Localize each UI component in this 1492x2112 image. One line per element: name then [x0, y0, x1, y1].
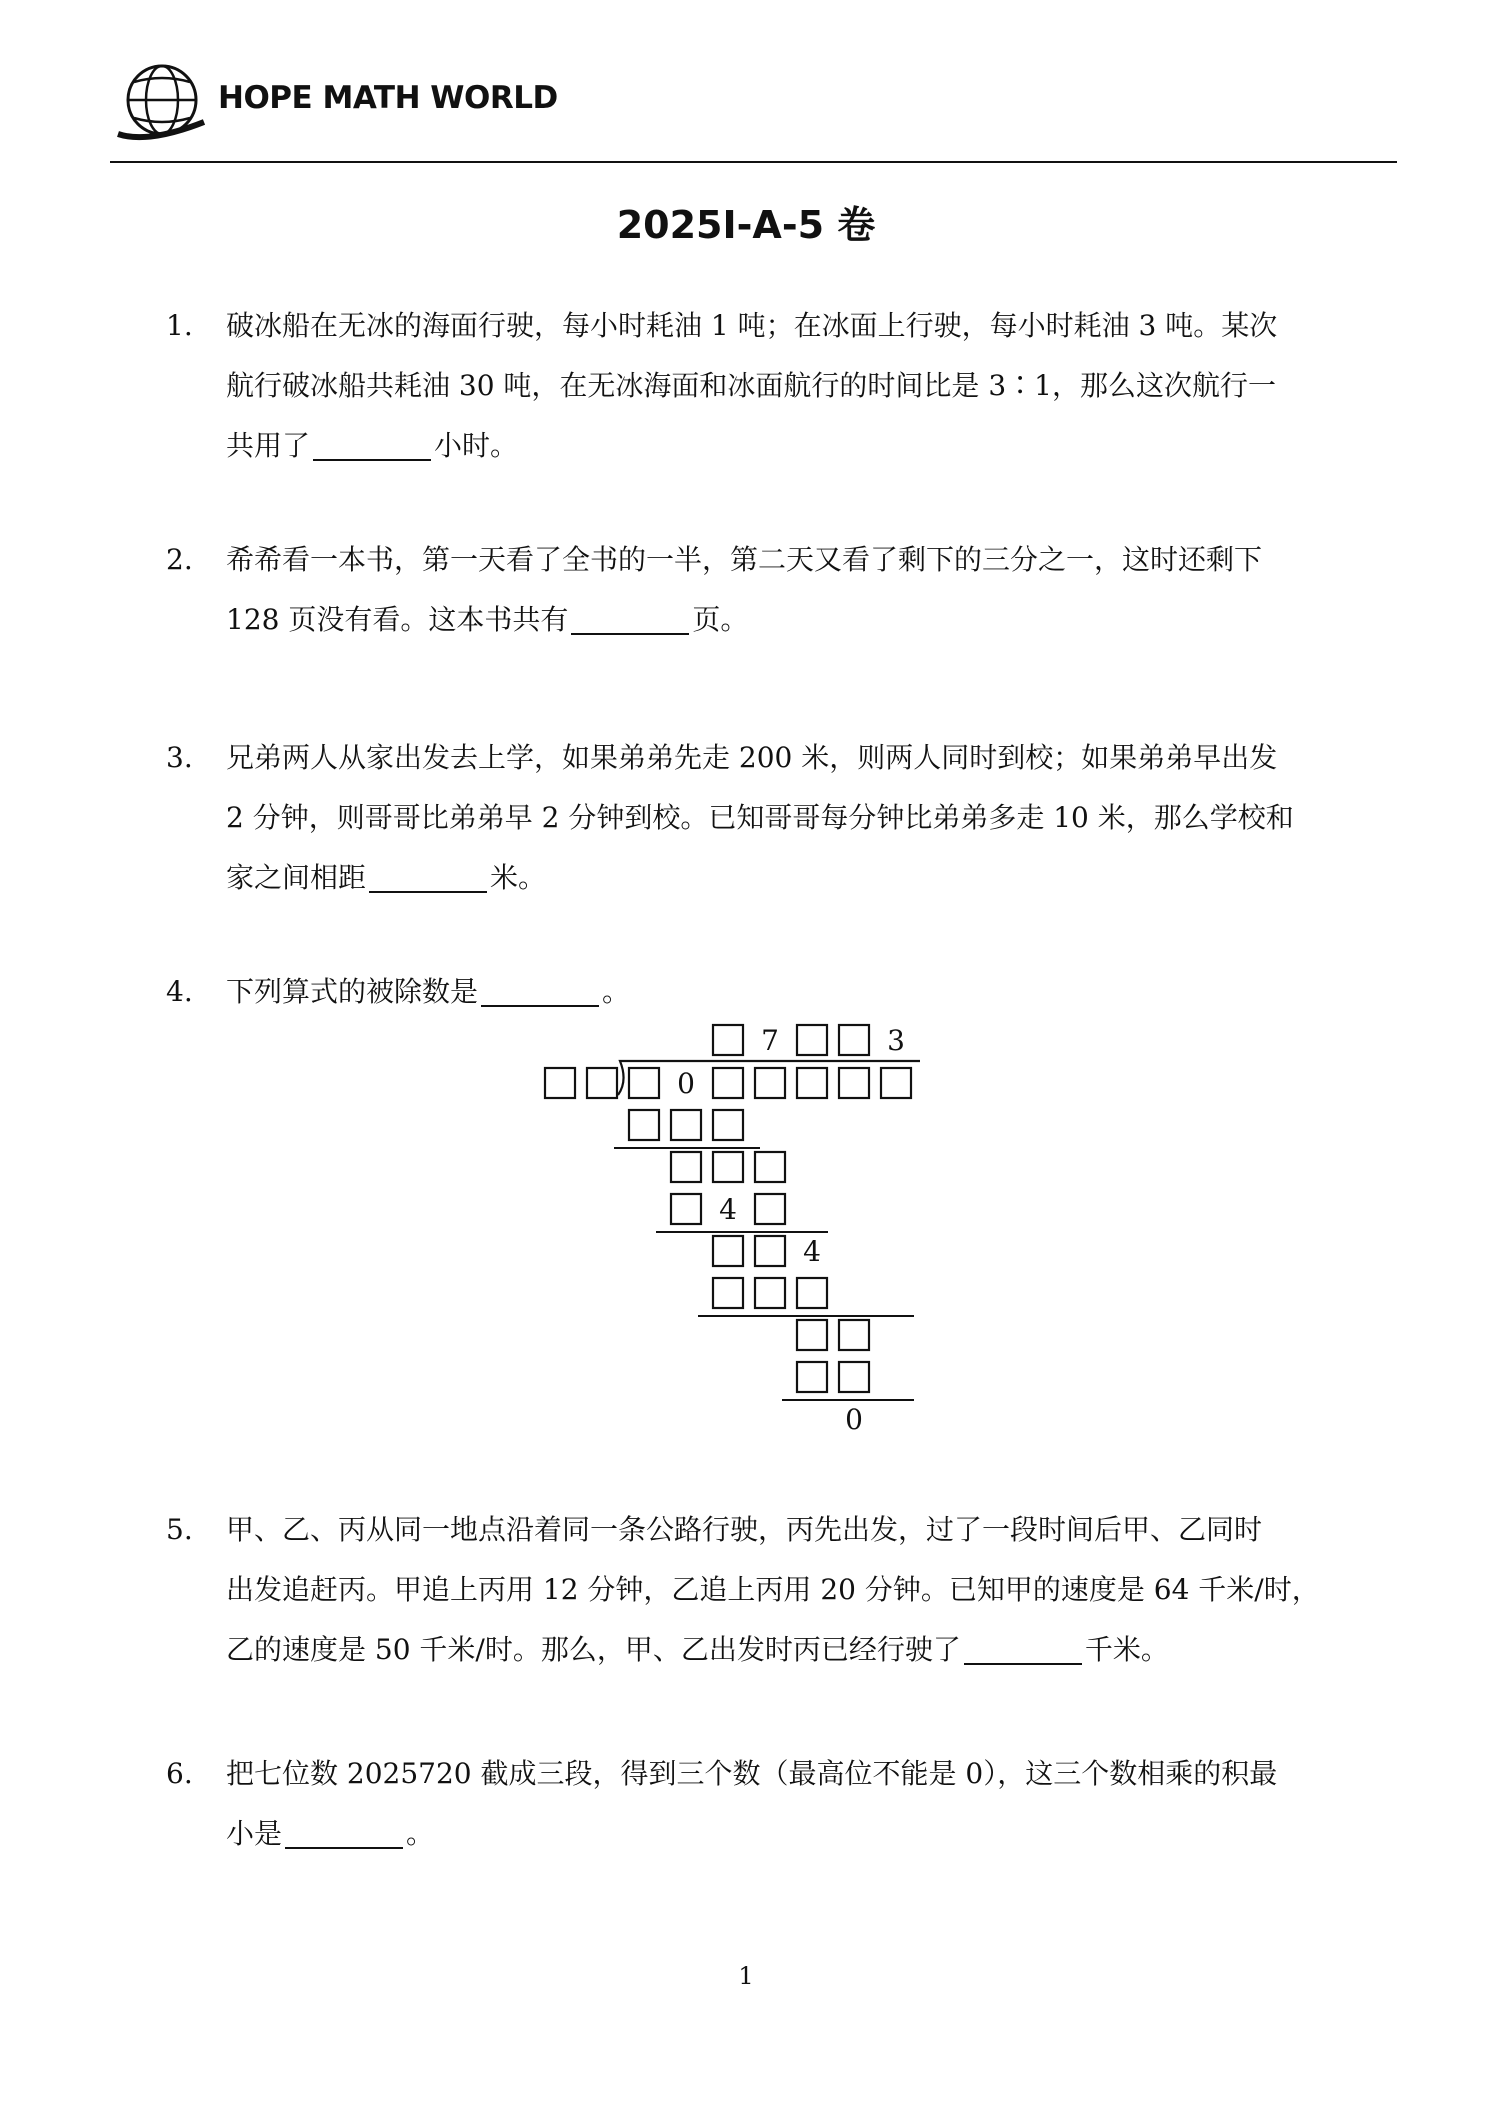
- line-text: 128 页没有看。这本书共有: [226, 603, 569, 636]
- question-3: [166, 728, 1346, 908]
- question-line: 出发追赶丙。甲追上丙用 12 分钟，乙追上丙用 20 分钟。已知甲的速度是 64 千米/时，: [226, 1573, 1320, 1606]
- digit-placeholder-box: [713, 1025, 743, 1055]
- digit-placeholder-box: [797, 1320, 827, 1350]
- digit-placeholder-box: [629, 1110, 659, 1140]
- question-2: [166, 530, 1346, 650]
- line-text: 小是: [226, 1817, 283, 1850]
- digit-placeholder-box: [755, 1278, 785, 1308]
- question-line: 希希看一本书，第一天看了全书的一半，第二天又看了剩下的三分之一，这时还剩下: [226, 543, 1263, 576]
- digit-placeholder-box: [797, 1278, 827, 1308]
- line-text: 页。: [692, 603, 749, 636]
- digit-placeholder-box: [713, 1110, 743, 1140]
- question-line: 把七位数 2025720 截成三段，得到三个数（最高位不能是 0），这三个数相乘的积最: [226, 1757, 1278, 1790]
- digit-placeholder-box: [671, 1110, 701, 1140]
- line-text: 千米。: [1084, 1633, 1169, 1666]
- question-line: [226, 590, 1346, 650]
- digit-placeholder-box: [797, 1068, 827, 1098]
- digit-placeholder-box: [713, 1278, 743, 1308]
- answer-blank[interactable]: [313, 425, 431, 461]
- digit-placeholder-box: [797, 1025, 827, 1055]
- answer-blank[interactable]: [571, 599, 689, 635]
- question-line: 破冰船在无冰的海面行驶，每小时耗油 1 吨；在冰面上行驶，每小时耗油 3 吨。某次: [226, 309, 1278, 342]
- page-number: 1: [738, 1962, 754, 1990]
- digit-placeholder-box: [839, 1068, 869, 1098]
- digit-placeholder-box: [713, 1236, 743, 1266]
- digit-placeholder-box: [629, 1068, 659, 1098]
- question-number: 3.: [166, 741, 193, 774]
- question-1: [166, 296, 1346, 476]
- digit-placeholder-box: [797, 1362, 827, 1392]
- question-number: 4.: [166, 975, 193, 1008]
- question-number: 5.: [166, 1513, 193, 1546]
- question-line: [226, 416, 1346, 476]
- question-line: 兄弟两人从家出发去上学，如果弟弟先走 200 米，则两人同时到校；如果弟弟早出发: [226, 741, 1278, 774]
- digit-placeholder-box: [881, 1068, 911, 1098]
- digit-placeholder-box: [839, 1320, 869, 1350]
- long-division-svg: [540, 1015, 960, 1465]
- line-text: 共用了: [226, 429, 311, 462]
- line-text: 米。: [490, 861, 547, 894]
- question-number: 1.: [166, 309, 193, 342]
- answer-blank[interactable]: [369, 857, 487, 893]
- digit-placeholder-box: [755, 1236, 785, 1266]
- digit: 3: [887, 1024, 905, 1057]
- digit-placeholder-box: [755, 1194, 785, 1224]
- line-text: 乙的速度是 50 千米/时。那么，甲、乙出发时丙已经行驶了: [226, 1633, 961, 1666]
- question-line: [226, 848, 1346, 908]
- digit-placeholder-box: [755, 1068, 785, 1098]
- question-number: 2.: [166, 543, 193, 576]
- digit: 7: [761, 1024, 779, 1057]
- digit-placeholder-box: [713, 1152, 743, 1182]
- brand-name: HOPE MATH WORLD: [218, 80, 558, 116]
- question-line: [226, 962, 1346, 1022]
- digit: 0: [845, 1403, 863, 1436]
- globe-logo: [108, 56, 208, 148]
- digit-placeholder-box: [671, 1194, 701, 1224]
- digit-placeholder-box: [545, 1068, 575, 1098]
- answer-blank[interactable]: [964, 1629, 1082, 1665]
- line-text: 。: [602, 975, 631, 1008]
- digit-placeholder-box: [713, 1068, 743, 1098]
- question-line: [226, 1804, 1346, 1864]
- digit-placeholder-box: [839, 1362, 869, 1392]
- line-text: 家之间相距: [226, 861, 367, 894]
- digit: 0: [677, 1067, 695, 1100]
- digit-placeholder-box: [587, 1068, 617, 1098]
- question-line: 2 分钟，则哥哥比弟弟早 2 分钟到校。已知哥哥每分钟比弟弟多走 10 米，那么学校和: [226, 801, 1294, 834]
- question-line: 航行破冰船共耗油 30 吨，在无冰海面和冰面航行的时间比是 3∶1，那么这次航行一: [226, 369, 1276, 402]
- digit-placeholder-box: [839, 1025, 869, 1055]
- answer-blank[interactable]: [481, 971, 599, 1007]
- division-bracket-line: [618, 1061, 920, 1095]
- digit: 4: [719, 1193, 737, 1226]
- line-text: 小时。: [434, 429, 519, 462]
- line-text: 。: [406, 1817, 435, 1850]
- question-line: 甲、乙、丙从同一地点沿着同一条公路行驶，丙先出发，过了一段时间后甲、乙同时: [226, 1513, 1263, 1546]
- digit: 4: [803, 1235, 821, 1268]
- long-division-figure: [540, 1015, 960, 1465]
- question-line: [226, 1620, 1346, 1680]
- line-text: 下列算式的被除数是: [226, 975, 479, 1008]
- digit-placeholder-box: [755, 1152, 785, 1182]
- question-number: 6.: [166, 1757, 193, 1790]
- question-4: [166, 962, 1346, 1022]
- question-6: [166, 1744, 1346, 1864]
- question-5: [166, 1500, 1346, 1680]
- answer-blank[interactable]: [285, 1813, 403, 1849]
- header-divider: [110, 161, 1397, 163]
- page-title: 2025I-A-5 卷: [616, 203, 876, 247]
- digit-placeholder-box: [671, 1152, 701, 1182]
